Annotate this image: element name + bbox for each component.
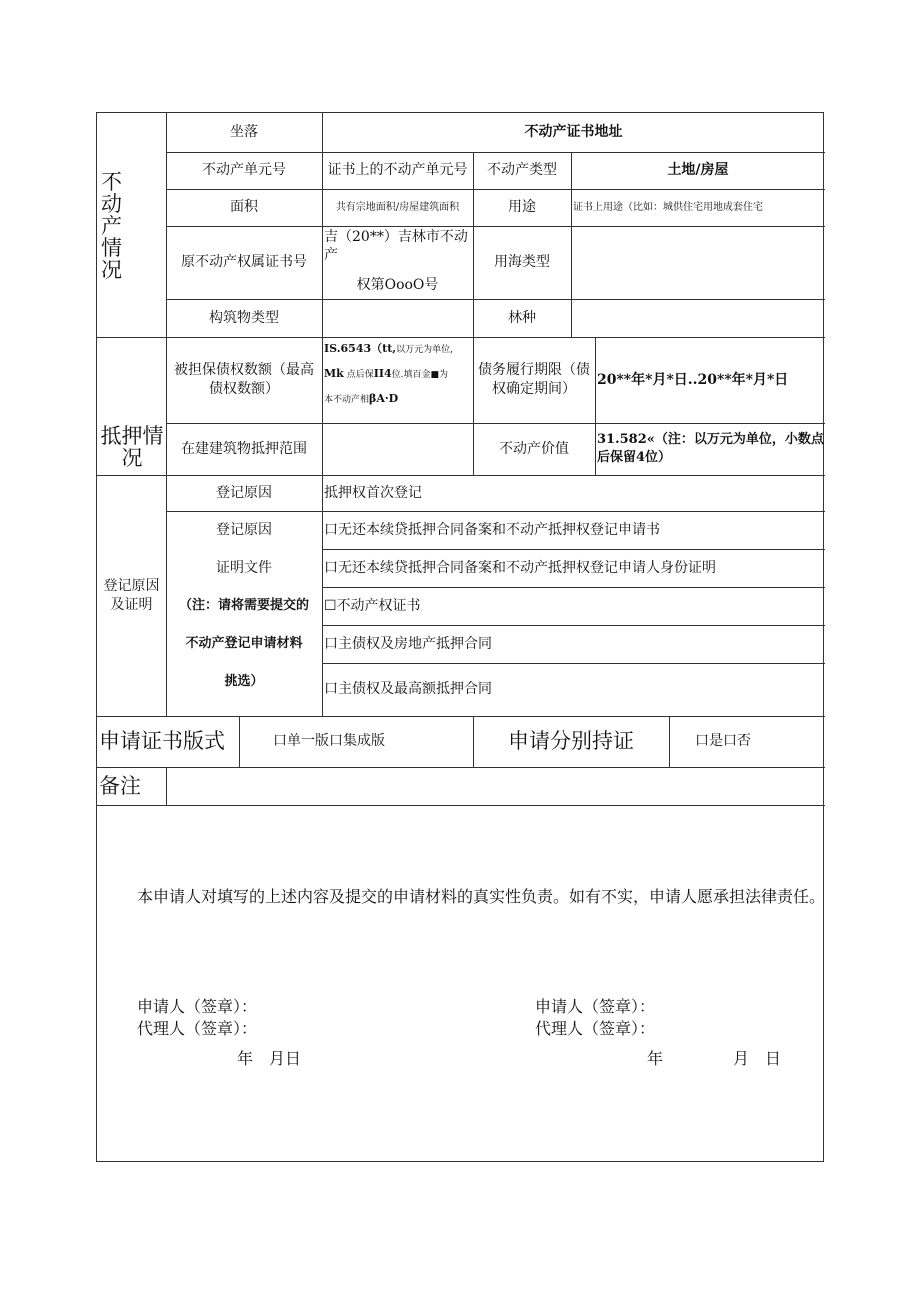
amount-line2-small2: 位.填百金■为 — [391, 369, 449, 380]
remarks-label: 备注 — [99, 773, 141, 798]
forest-type-label: 林种 — [508, 309, 536, 326]
mortgage-registration-form — [96, 112, 824, 1162]
amount-line2-small: 点后保 — [346, 369, 374, 380]
section-divider — [97, 805, 825, 806]
amount-line1-bold: IS.6543（tt, — [324, 342, 397, 355]
structure-type-label: 构筑物类型 — [209, 309, 279, 326]
location-label: 坐落 — [230, 124, 258, 141]
amount-line2-bold2: II4 — [373, 366, 392, 380]
doc-checkbox-max-mortgage-contract[interactable]: 口主债权及最高额抵押合同 — [324, 681, 492, 698]
property-type-label: 不动产类型 — [487, 162, 557, 179]
registration-section-label: 登记原因及证明 — [103, 577, 160, 613]
mortgage-section-label: 抵押情况 — [100, 424, 164, 471]
structure-type-value[interactable] — [322, 299, 473, 337]
agent-signature-right[interactable]: 代理人（签章）： — [535, 1019, 656, 1038]
docs-label-line3: （注：请将需要提交的 — [178, 598, 309, 613]
docs-label-line5: 挑选） — [224, 674, 264, 689]
docs-label-line2: 证明文件 — [216, 560, 272, 576]
secured-amount-label: 被担保债权数额（最高债权数额） — [174, 362, 314, 397]
date-right-year[interactable]: 年 — [647, 1049, 664, 1068]
amount-line1-small: 以万元为单位, — [396, 345, 454, 355]
property-value-value[interactable]: 31.582«（注：以万元为单位，小数点后保留4位） — [597, 432, 824, 465]
forest-type-value[interactable] — [571, 299, 825, 337]
applicant-signature-right[interactable]: 申请人（签章）： — [535, 997, 656, 1016]
location-value[interactable]: 不动产证书地址 — [524, 124, 623, 141]
construction-scope-value[interactable] — [322, 423, 473, 475]
sea-type-value[interactable] — [571, 226, 825, 299]
use-label: 用途 — [508, 199, 536, 216]
liability-statement: 本申请人对填写的上述内容及提交的申请材料的真实性负责。如有不实，申请人愿承担法律责任。 — [137, 887, 826, 906]
original-cert-line2: 权第OooO号 — [356, 277, 439, 294]
doc-checkbox-identity[interactable]: 口无还本续贷抵押合同备案和不动产抵押权登记申请人身份证明 — [324, 559, 716, 576]
remarks-value[interactable] — [166, 767, 825, 805]
area-label: 面积 — [230, 199, 258, 216]
agent-signature-left[interactable]: 代理人（签章）： — [137, 1019, 258, 1038]
supporting-docs-label — [166, 511, 322, 716]
separate-cert-options[interactable]: 口是口否 — [695, 733, 751, 750]
area-value[interactable]: 共有宗地面积/房屋建筑面积 — [335, 201, 460, 213]
original-cert-line1: 吉（20**）吉林市不动产 — [324, 229, 468, 264]
property-type-value[interactable]: 土地/房屋 — [667, 162, 729, 179]
amount-line2-bold: Mk — [324, 366, 344, 380]
date-right-month-day[interactable]: 月 日 — [733, 1049, 782, 1068]
original-cert-value[interactable] — [322, 226, 473, 299]
construction-scope-label: 在建建筑物抵押范围 — [181, 440, 307, 457]
doc-checkbox-mortgage-contract[interactable]: 口主债权及房地产抵押合同 — [324, 635, 492, 652]
certificate-format-options[interactable]: 口单一版口集成版 — [273, 733, 385, 750]
secured-amount-value[interactable] — [322, 337, 473, 423]
unit-number-value[interactable]: 证书上的不动产单元号 — [327, 162, 468, 179]
original-cert-label: 原不动产权属证书号 — [181, 254, 307, 271]
unit-number-label: 不动产单元号 — [202, 162, 286, 179]
amount-line3-bold: βA·D — [369, 391, 399, 405]
registration-reason-label: 登记原因 — [216, 484, 272, 501]
use-value[interactable]: 证书上用途（比如：城供住宅用地成套住宅 — [573, 201, 763, 213]
doc-checkbox-application[interactable]: 口无还本续贷抵押合同备案和不动产抵押权登记申请书 — [324, 521, 660, 538]
debt-period-label: 债务履行期限（债权确定期间） — [478, 362, 590, 397]
debt-period-value[interactable]: 20**年*月*日..20**年*月*日 — [597, 371, 789, 388]
certificate-format-label: 申请证书版式 — [99, 729, 225, 754]
property-value-label: 不动产价值 — [499, 440, 569, 457]
amount-line3-small: 本不动产相 — [324, 394, 370, 405]
doc-checkbox-property-cert[interactable]: ☐不动产权证书 — [324, 597, 421, 614]
docs-label-line1: 登记原因 — [216, 522, 272, 538]
sea-type-label: 用海类型 — [494, 254, 550, 271]
applicant-signature-left[interactable]: 申请人（签章）： — [137, 997, 258, 1016]
registration-reason-value[interactable]: 抵押权首次登记 — [324, 484, 422, 501]
docs-label-line4: 不动产登记申请材料 — [185, 636, 303, 651]
date-left[interactable]: 年 月日 — [237, 1049, 302, 1068]
property-section-label: 不动产情况 — [101, 170, 122, 283]
separate-cert-label: 申请分别持证 — [508, 729, 634, 754]
